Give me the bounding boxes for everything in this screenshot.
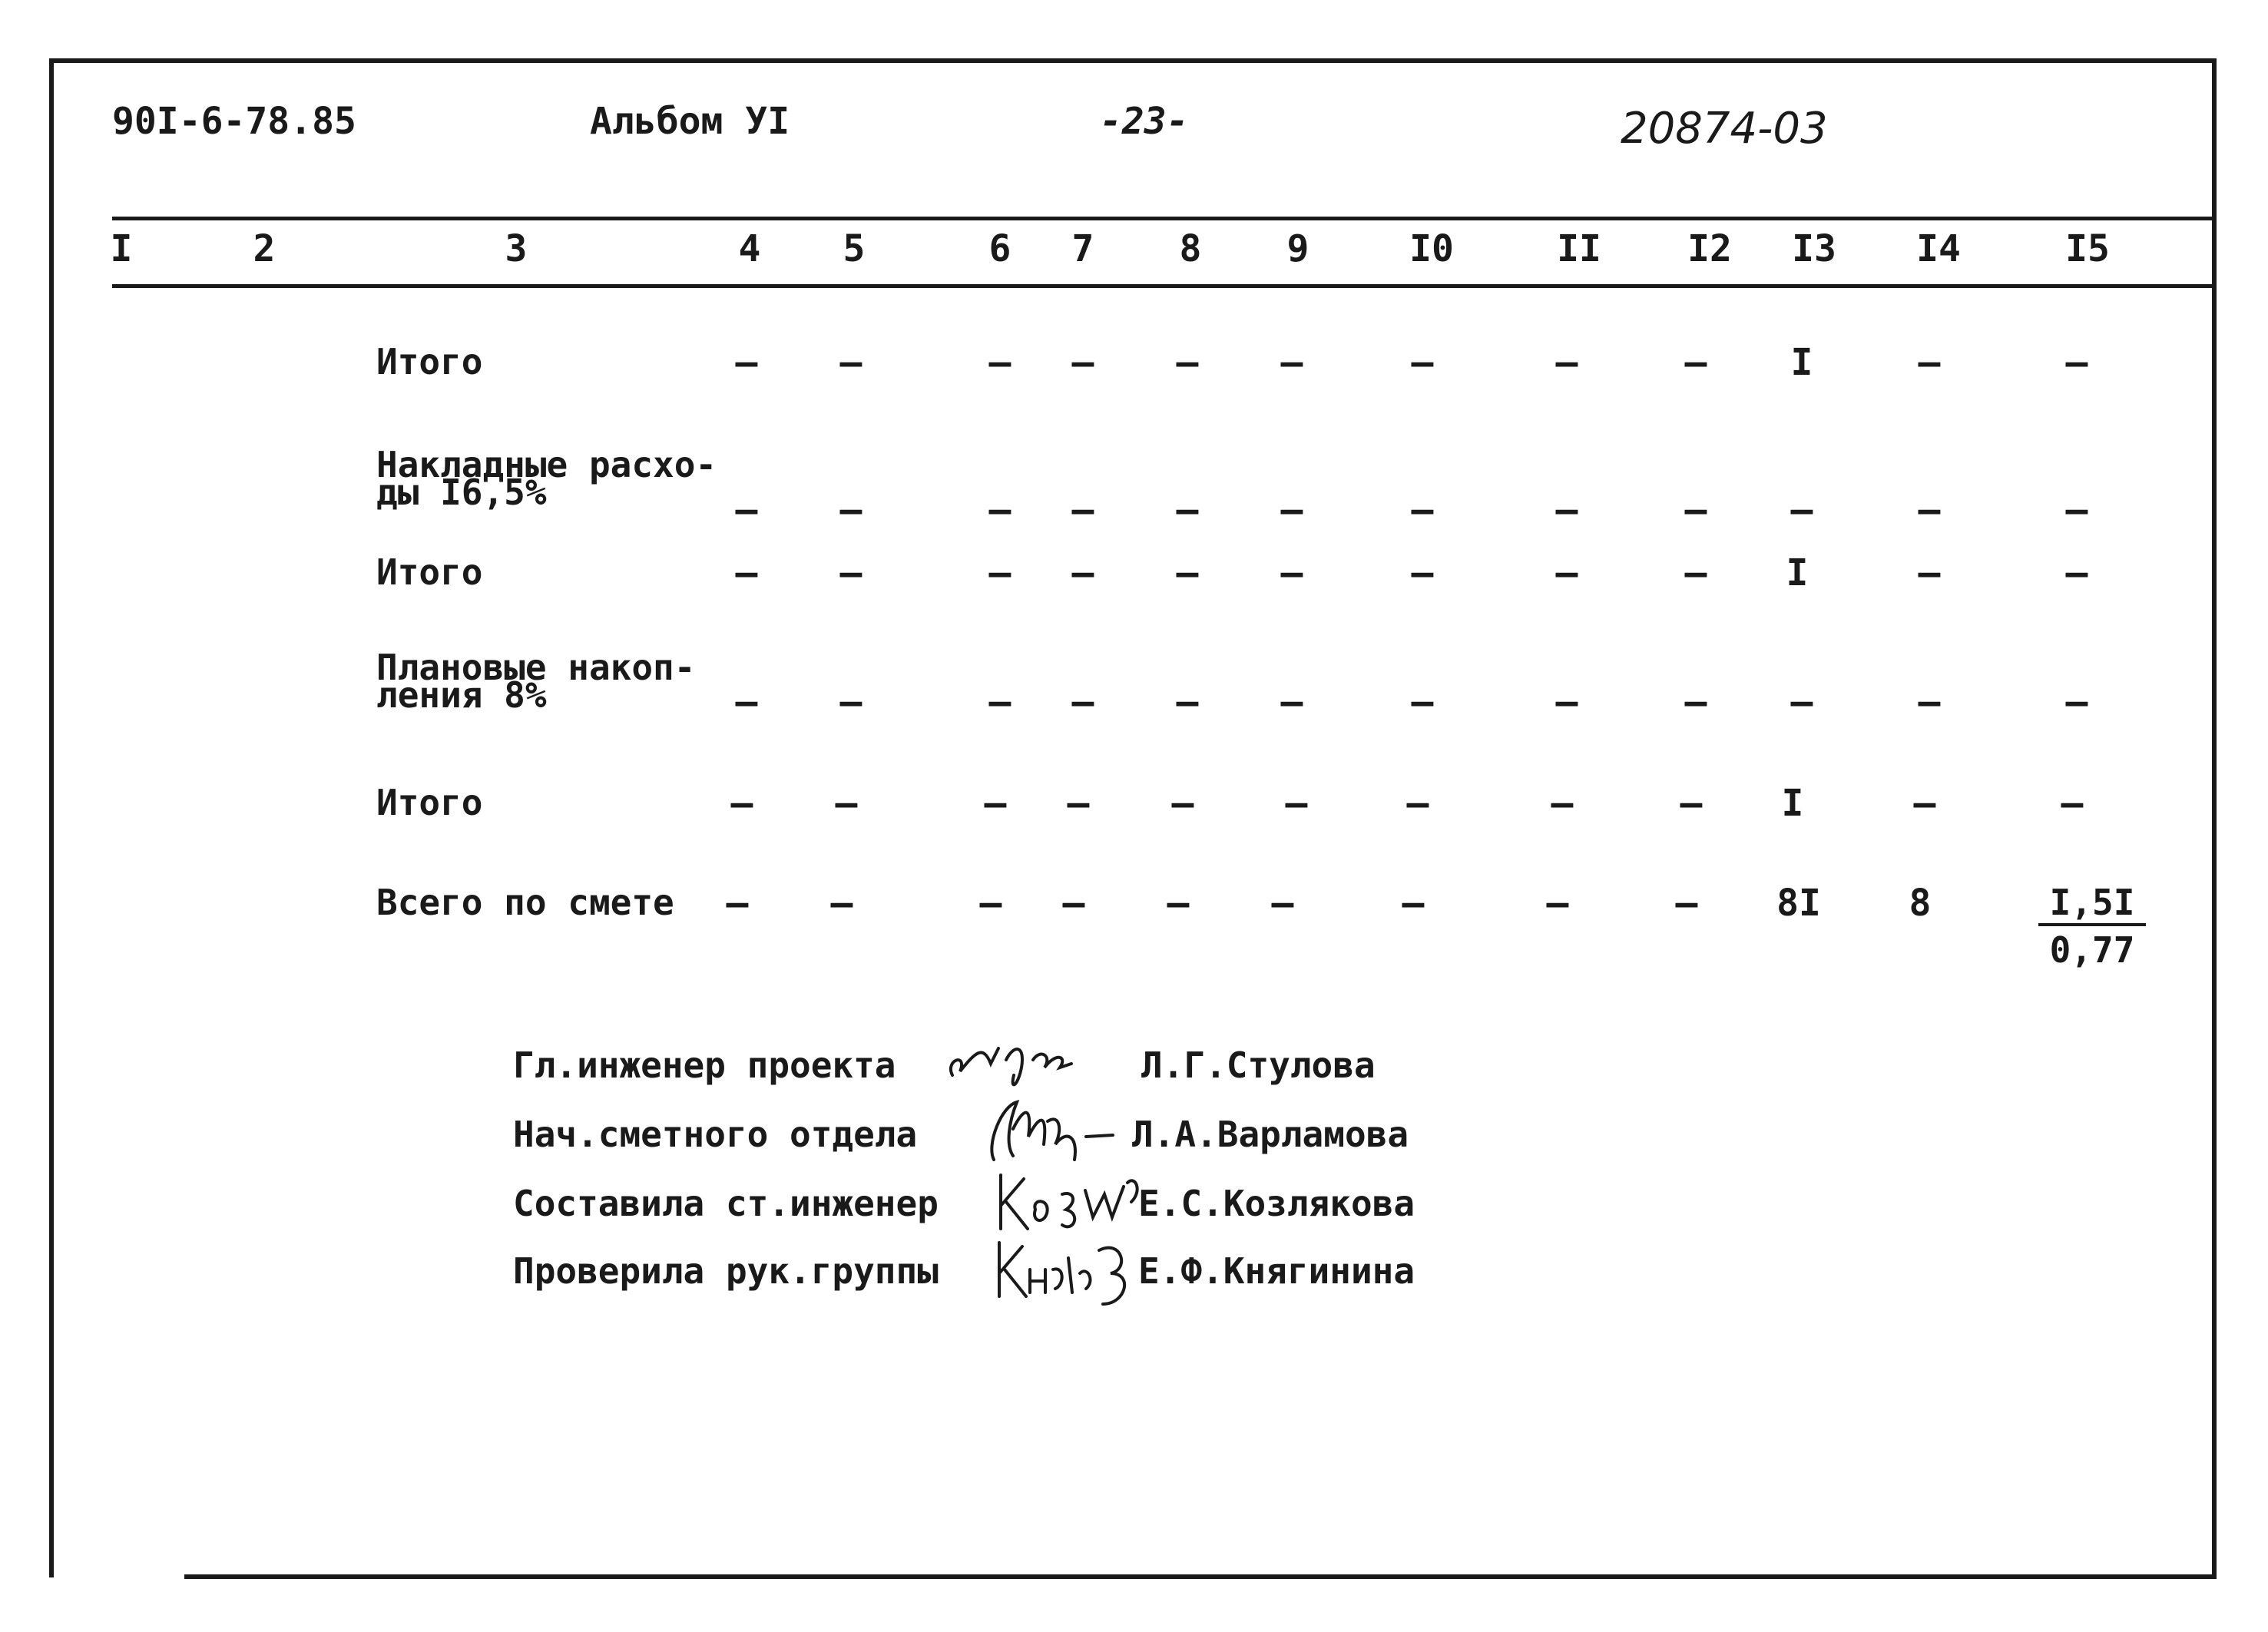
table-cell: – [1555, 341, 1578, 384]
table-cell: – [1171, 782, 1194, 825]
table-cell: – [1684, 488, 1707, 531]
table-cell: – [1062, 882, 1085, 925]
table-cell: – [839, 341, 863, 384]
table-cell: – [1684, 680, 1707, 723]
signature-name-compiler: Е.С.Козлякова [1138, 1183, 1415, 1224]
table-cell: – [1280, 551, 1303, 594]
table-cell: – [988, 551, 1011, 594]
row-label-overhead: Накладные расхо- ды I6,5% [376, 444, 717, 513]
table-cell: – [839, 488, 863, 531]
table-cell: – [1280, 488, 1303, 531]
table-cell: – [988, 341, 1011, 384]
table-cell: – [1680, 782, 1703, 825]
table-cell: – [1176, 551, 1199, 594]
column-number-10: I0 [1409, 227, 1454, 270]
table-cell: – [735, 488, 758, 531]
table-cell: – [984, 782, 1007, 825]
table-cell: – [1790, 488, 1813, 531]
table-cell: – [735, 680, 758, 723]
table-cell: – [1918, 488, 1941, 531]
page-number: -23- [1100, 100, 1189, 143]
table-cell: – [1555, 488, 1578, 531]
table-cell: – [1280, 341, 1303, 384]
grand-total-denominator: 0,77 [2049, 929, 2135, 971]
document-number: 20874-03 [1621, 104, 1828, 154]
table-cell: – [1176, 680, 1199, 723]
table-cell: I [1790, 341, 1813, 384]
table-cell: — [1285, 782, 1308, 825]
table-cell: – [1176, 341, 1199, 384]
table-cell: – [1546, 882, 1569, 925]
table-cell: – [1684, 551, 1707, 594]
column-number-6: 6 [988, 227, 1011, 270]
table-cell: – [988, 488, 1011, 531]
table-cell: – [730, 782, 753, 825]
document-code: 90I-6-78.85 [112, 100, 356, 143]
column-number-3: 3 [505, 227, 528, 270]
table-cell: – [1176, 488, 1199, 531]
table-cell: – [1411, 551, 1434, 594]
table-cell: – [1071, 551, 1094, 594]
page-bottom-border [184, 1574, 2217, 1579]
column-number-11: II [1557, 227, 1601, 270]
table-cell: – [988, 680, 1011, 723]
table-cell: – [1790, 680, 1813, 723]
column-number-5: 5 [843, 227, 866, 270]
table-cell: – [2065, 488, 2088, 531]
table-cell: – [835, 782, 858, 825]
row-label-planned-savings: Плановые накоп- ления 8% [376, 647, 696, 716]
signature-name-chief-engineer: Л.Г.Стулова [1141, 1044, 1376, 1086]
signature-role-compiler: Составила ст.инженер [513, 1183, 939, 1224]
table-cell: – [2065, 680, 2088, 723]
column-number-7: 7 [1071, 227, 1094, 270]
table-cell: – [1918, 680, 1941, 723]
column-number-15: I5 [2065, 227, 2110, 270]
table-cell: – [2065, 551, 2088, 594]
column-number-12: I2 [1687, 227, 1732, 270]
handwritten-signature-knyaginina [988, 1227, 1149, 1312]
table-cell: – [979, 882, 1002, 925]
table-cell: – [1411, 488, 1434, 531]
table-cell: – [1071, 488, 1094, 531]
column-number-14: I4 [1916, 227, 1961, 270]
row-label-grand-total: Всего по смете [376, 882, 674, 923]
table-cell: – [2061, 782, 2084, 825]
table-cell: – [830, 882, 853, 925]
table-cell: – [1167, 882, 1190, 925]
signature-name-checker: Е.Ф.Княгинина [1138, 1250, 1415, 1292]
table-cell: – [1913, 782, 1936, 825]
column-number-1: I [110, 227, 133, 270]
table-cell: – [1411, 680, 1434, 723]
row-label-itogo-1: Итого [376, 341, 483, 382]
row-label-itogo-3: Итого [376, 782, 483, 823]
table-cell: I [1781, 782, 1804, 825]
table-cell: I [1786, 551, 1809, 594]
table-header-bottom-rule [112, 284, 2217, 288]
table-cell: – [1551, 782, 1574, 825]
table-cell: – [839, 551, 863, 594]
table-cell: – [1271, 882, 1294, 925]
table-cell: – [1067, 782, 1090, 825]
table-cell: – [735, 551, 758, 594]
grand-total-fraction [2038, 882, 2146, 971]
table-cell: – [2065, 341, 2088, 384]
table-cell: – [1071, 680, 1094, 723]
album-label: Альбом УI [590, 100, 790, 143]
signature-role-estimate-head: Нач.сметного отдела [513, 1114, 918, 1155]
grand-total-numerator: I,5I [2038, 885, 2146, 926]
column-number-13: I3 [1792, 227, 1836, 270]
table-cell: – [1684, 341, 1707, 384]
column-number-9: 9 [1286, 227, 1309, 270]
table-header-top-rule [112, 217, 2217, 220]
table-cell: – [1406, 782, 1429, 825]
signature-name-estimate-head: Л.А.Варламова [1132, 1114, 1409, 1155]
table-cell: – [1555, 680, 1578, 723]
table-cell: – [1071, 341, 1094, 384]
table-cell: – [1675, 882, 1698, 925]
table-cell: – [839, 680, 863, 723]
table-cell: – [1918, 341, 1941, 384]
table-cell: 8 [1909, 882, 1932, 925]
column-number-2: 2 [253, 227, 276, 270]
table-cell: – [726, 882, 749, 925]
table-cell: – [1402, 882, 1425, 925]
table-cell: – [735, 341, 758, 384]
signature-role-chief-engineer: Гл.инженер проекта [513, 1044, 896, 1086]
table-cell: – [1918, 551, 1941, 594]
signature-role-checker: Проверила рук.группы [513, 1250, 939, 1292]
row-label-itogo-2: Итого [376, 551, 483, 593]
table-cell: – [1280, 680, 1303, 723]
table-cell: 8I [1776, 882, 1821, 925]
column-number-8: 8 [1179, 227, 1202, 270]
table-cell: – [1555, 551, 1578, 594]
table-cell: – [1411, 341, 1434, 384]
column-number-4: 4 [738, 227, 761, 270]
